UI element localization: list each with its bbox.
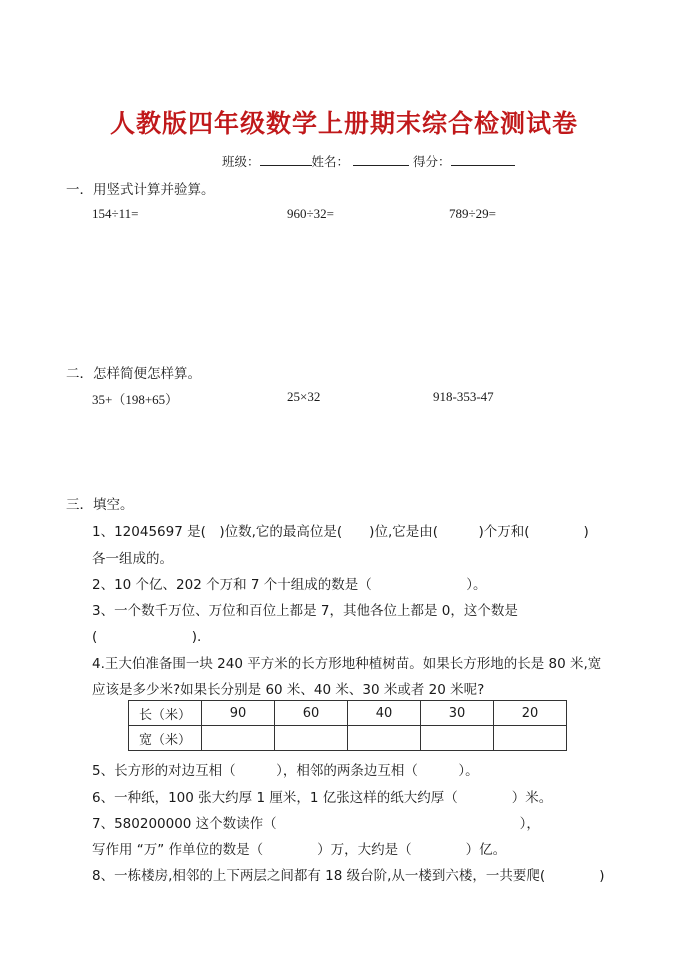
- table-cell-blank[interactable]: [202, 726, 275, 751]
- question-5: 5、长方形的对边互相（ ），相邻的两条边互相（ ）。: [92, 763, 479, 779]
- student-info-line: [222, 152, 515, 170]
- table-cell-blank[interactable]: [421, 726, 494, 751]
- question-4-line-2: 应该是多少米?如果长分别是 60 米、40 米、30 米或者 20 米呢?: [92, 682, 485, 698]
- question-6: 6、一种纸，100 张大约厚 1 厘米，1 亿张这样的纸大约厚（ ）米。: [92, 790, 553, 806]
- length-width-table: [128, 700, 567, 751]
- question-1-line-2: 各一组成的。: [92, 551, 173, 567]
- question-3-line-2: ( ).: [92, 629, 202, 645]
- page-title: 人教版四年级数学上册期末综合检测试卷: [109, 109, 578, 138]
- simplify-item-2: 25×32: [287, 389, 321, 404]
- section-2-heading: 二．怎样简便怎样算。: [66, 366, 201, 382]
- score-blank[interactable]: [451, 153, 515, 166]
- simplify-item-3: 918-353-47: [433, 389, 494, 404]
- table-cell: 30: [421, 701, 494, 726]
- table-header-length: 长（米）: [129, 701, 202, 726]
- question-2: 2、10 个亿、202 个万和 7 个十组成的数是（ ）。: [92, 577, 487, 593]
- calc-item-3: 789÷29=: [449, 206, 496, 221]
- calc-item-2: 960÷32=: [287, 206, 334, 221]
- question-8: 8、一栋楼房,相邻的上下两层之间都有 18 级台阶,从一楼到六楼，一共要爬( ): [92, 868, 605, 884]
- table-cell: 40: [348, 701, 421, 726]
- table-cell-blank[interactable]: [348, 726, 421, 751]
- name-label: 姓名：: [311, 154, 350, 169]
- class-label: 班级：: [222, 154, 260, 169]
- table-row-length: [129, 701, 567, 726]
- table-row-width: [129, 726, 567, 751]
- score-label: 得分：: [413, 154, 451, 169]
- question-1-line-1: 1、12045697 是( )位数,它的最高位是( )位,它是由( )个万和( ): [92, 524, 589, 540]
- name-blank[interactable]: [353, 153, 409, 166]
- table-cell: 90: [202, 701, 275, 726]
- section-1-heading: 一．用竖式计算并验算。: [66, 182, 215, 198]
- table-cell: 60: [275, 701, 348, 726]
- table-cell-blank[interactable]: [275, 726, 348, 751]
- table-cell-blank[interactable]: [494, 726, 567, 751]
- table-header-width: 宽（米）: [129, 726, 202, 751]
- class-blank[interactable]: [260, 153, 312, 166]
- section-3-heading: 三．填空。: [66, 497, 134, 513]
- question-4-line-1: 4.王大伯准备围一块 240 平方米的长方形地种植树苗。如果长方形地的长是 80 米,宽: [92, 656, 602, 672]
- calc-item-1: 154÷11=: [92, 206, 139, 221]
- question-3-line-1: 3、一个数千万位、万位和百位上都是 7，其他各位上都是 0，这个数是: [92, 603, 518, 619]
- question-7-line-1: 7、580200000 这个数读作（ ），: [92, 816, 540, 832]
- question-7-line-2: 写作用 “万” 作单位的数是（ ）万，大约是（ ）亿。: [92, 842, 507, 858]
- simplify-item-1: 35+（198+65）: [92, 392, 179, 407]
- table-cell: 20: [494, 701, 567, 726]
